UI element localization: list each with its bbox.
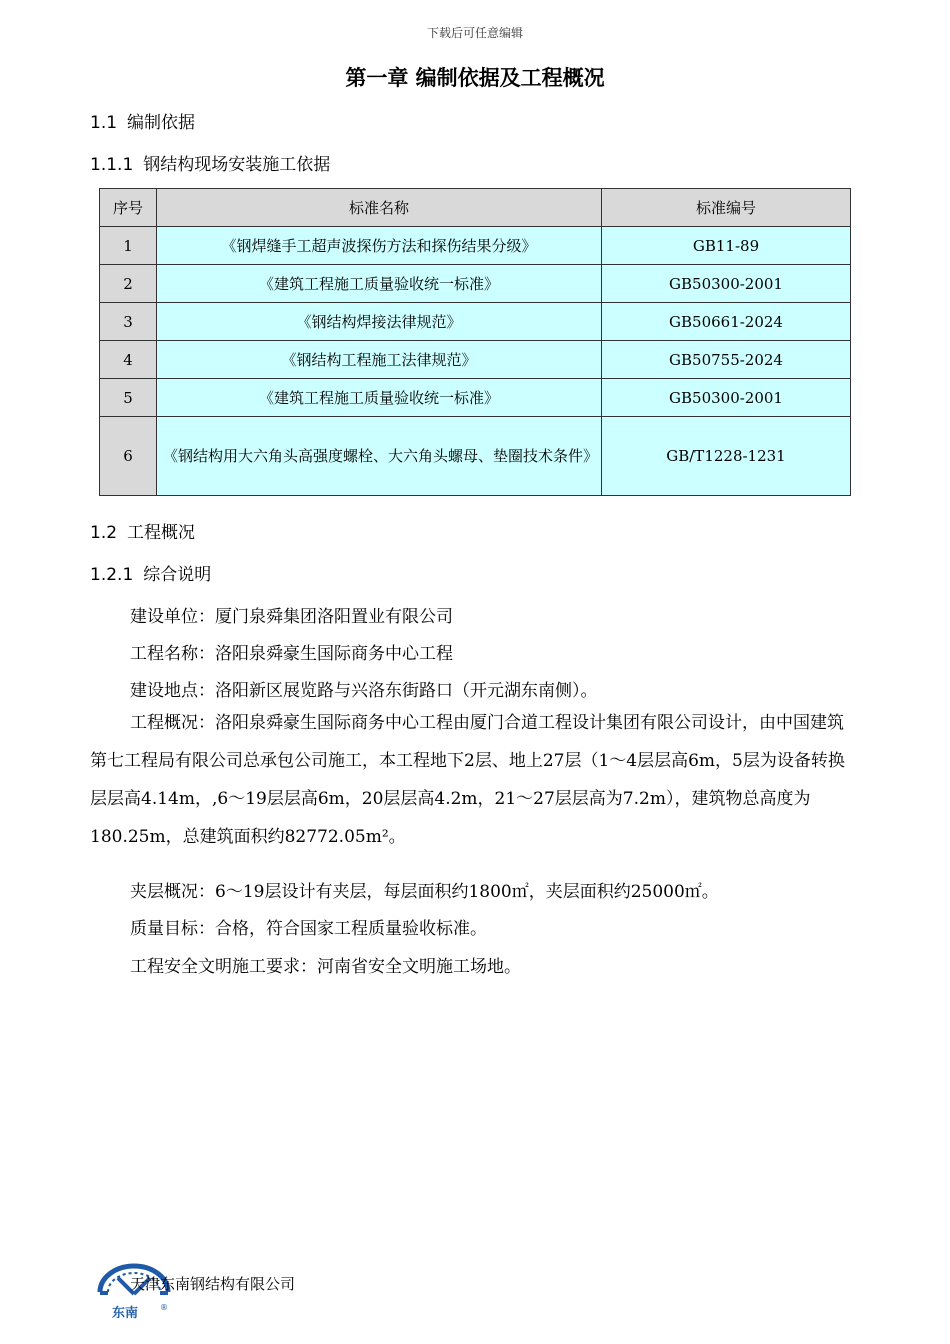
table-row [100,227,851,265]
summary-paragraph: 工程概况：洛阳泉舜豪生国际商务中心工程由厦门合道工程设计集团有限公司设计，由中国建筑第七工程局有限公司总承包公司施工，本工程地下2层、地上27层（1～4层层高6m，5层为设备转换层层高4.14m，,6～19层层高6m，20层层高4.2m，21～27层层高为7.2m），建筑物总高度为180.25m，总建筑面积约82772.05m²。 [90,713,845,847]
cell-name: 《钢结构焊接法律规范》 [157,303,602,341]
cell-code: GB11-89 [602,227,851,265]
section-number: 1.2.1 [90,565,134,585]
header-name: 标准名称 [157,189,602,227]
table-row [100,417,851,496]
footer-company: 天津东南钢结构有限公司 [130,1275,296,1293]
builder-line: 建设单位：厦门泉舜集团洛阳置业有限公司 [130,607,453,627]
header-code: 标准编号 [602,189,851,227]
section-1-2-heading [90,518,195,543]
header-seq: 序号 [100,189,157,227]
logo-registered-mark: ® [160,1303,168,1312]
section-1-2-1-heading [90,560,211,585]
cell-seq: 2 [100,265,157,303]
chapter-title: 第一章 编制依据及工程概况 [345,66,605,90]
safety-line: 工程安全文明施工要求：河南省安全文明施工场地。 [130,957,521,977]
cell-name: 《钢结构工程施工法律规范》 [157,341,602,379]
cell-name: 《钢焊缝手工超声波探伤方法和探伤结果分级》 [157,227,602,265]
section-1-1-1-heading [90,150,330,175]
cell-code: GB50300-2001 [602,379,851,417]
mezzanine-line: 夹层概况：6～19层设计有夹层，每层面积约1800㎡，夹层面积约25000㎡。 [130,882,719,902]
cell-code: GB/T1228-1231 [602,417,851,496]
cell-seq: 3 [100,303,157,341]
cell-code: GB50755-2024 [602,341,851,379]
section-number: 1.1 [90,113,118,133]
table-header-row [100,189,851,227]
cell-code: GB50661-2024 [602,303,851,341]
header-note: 下载后可任意编辑 [426,26,523,40]
cell-seq: 5 [100,379,157,417]
section-title: 编制依据 [127,113,196,133]
cell-name: 《钢结构用大六角头高强度螺栓、大六角头螺母、垫圈技术条件》 [157,417,602,496]
table-row [100,265,851,303]
cell-seq: 4 [100,341,157,379]
section-number: 1.1.1 [90,155,134,175]
location-line: 建设地点：洛阳新区展览路与兴洛东街路口（开元湖东南侧）。 [130,681,598,701]
table-row [100,341,851,379]
logo-text: 东南 [112,1306,139,1321]
section-title: 工程概况 [127,523,196,543]
section-1-1-heading [90,108,195,133]
table-row [100,379,851,417]
quality-line: 质量目标：合格，符合国家工程质量验收标准。 [130,919,487,939]
cell-name: 《建筑工程施工质量验收统一标准》 [157,265,602,303]
project-name-line: 工程名称：洛阳泉舜豪生国际商务中心工程 [130,644,453,664]
cell-code: GB50300-2001 [602,265,851,303]
cell-seq: 6 [100,417,157,496]
table-row [100,303,851,341]
section-title: 综合说明 [143,565,212,585]
cell-seq: 1 [100,227,157,265]
standards-table [99,188,851,496]
cell-name: 《建筑工程施工质量验收统一标准》 [157,379,602,417]
section-title: 钢结构现场安装施工依据 [143,155,331,175]
section-number: 1.2 [90,523,118,543]
